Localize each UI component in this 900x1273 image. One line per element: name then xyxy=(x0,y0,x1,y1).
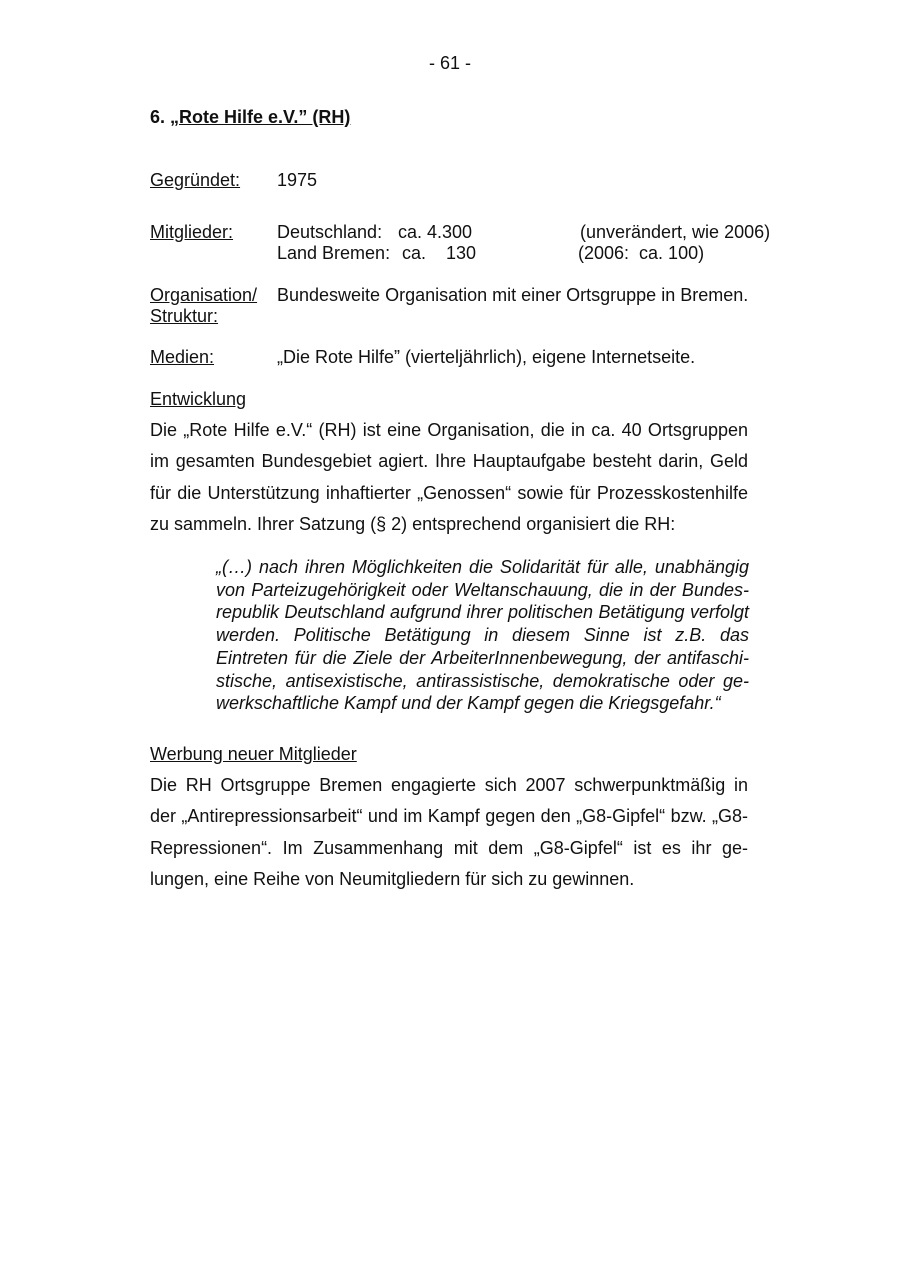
structure-label: Struktur: xyxy=(150,306,219,326)
members-label: Mitglieder: xyxy=(150,222,234,242)
media-label: Medien: xyxy=(150,347,215,367)
organisation-value: Bundesweite Organisation mit einer Ortsgruppe in Bremen. xyxy=(277,285,749,305)
founded-value: 1975 xyxy=(277,170,318,190)
members-count-germany: ca. 4.300 xyxy=(398,222,473,242)
recruitment-title: Werbung neuer Mitglieder xyxy=(150,744,357,764)
members-note-germany: (unverändert, wie 2006) xyxy=(580,222,771,242)
organisation-label: Organisation/ xyxy=(150,285,258,305)
members-count-bremen: ca. 130 xyxy=(402,243,477,263)
section-heading xyxy=(150,107,350,128)
development-text: Die „Rote Hilfe e.V.“ (RH) ist eine Organisation, die in ca. 40 Ortsgruppen im gesamten Bundesgebiet agiert. Ihre Hauptaufgabe besteht darin, Geld für die Unterstützung inhaftierter „Genossen“ sowie für Prozesskostenhilfe zu sammeln. Ihrer Satzung (§ 2) entsprechend organisiert die RH: xyxy=(150,420,748,534)
section-title: „Rote Hilfe e.V.” (RH) xyxy=(170,107,351,127)
founded-label: Gegründet: xyxy=(150,170,241,190)
development-title: Entwicklung xyxy=(150,389,247,409)
page-number: - 61 - xyxy=(428,53,471,73)
section-number: 6. xyxy=(150,107,166,127)
members-region-germany: Deutschland: xyxy=(277,222,383,242)
recruitment-text: Die RH Ortsgruppe Bremen engagierte sich 2007 schwerpunktmäßig in der „Antirepressionsarbeit“ und im Kampf gegen den „G8-Gipfel“ bzw. „G8-Repressionen“. Im Zusammenhang mit dem „G8-Gipfel“ ist es ihr gelungen, eine Reihe von Neumitgliedern für sich zu gewinnen. xyxy=(150,775,748,889)
members-note-bremen: (2006: ca. 100) xyxy=(578,243,705,263)
statute-quote: „(…) nach ihren Möglichkeiten die Solidarität für alle, unabhängig von Parteizugehörigkeit oder Weltanschauung, die in der Bundesrepublik Deutschland aufgrund ihrer politischen Betätigung verfolgt werden. Politische Betätigung in diesem Sinne ist z.B. das Eintreten für die Ziele der ArbeiterInnenbewegung, der antifaschistische, antisexistische, antirassistische, demokratische oder gewerkschaftliche Kampf und der Kampf gegen die Kriegsgefahr.“ xyxy=(216,557,749,714)
media-value: „Die Rote Hilfe” (vierteljährlich), eigene Internetseite. xyxy=(277,347,696,367)
members-region-bremen: Land Bremen: xyxy=(277,243,391,263)
